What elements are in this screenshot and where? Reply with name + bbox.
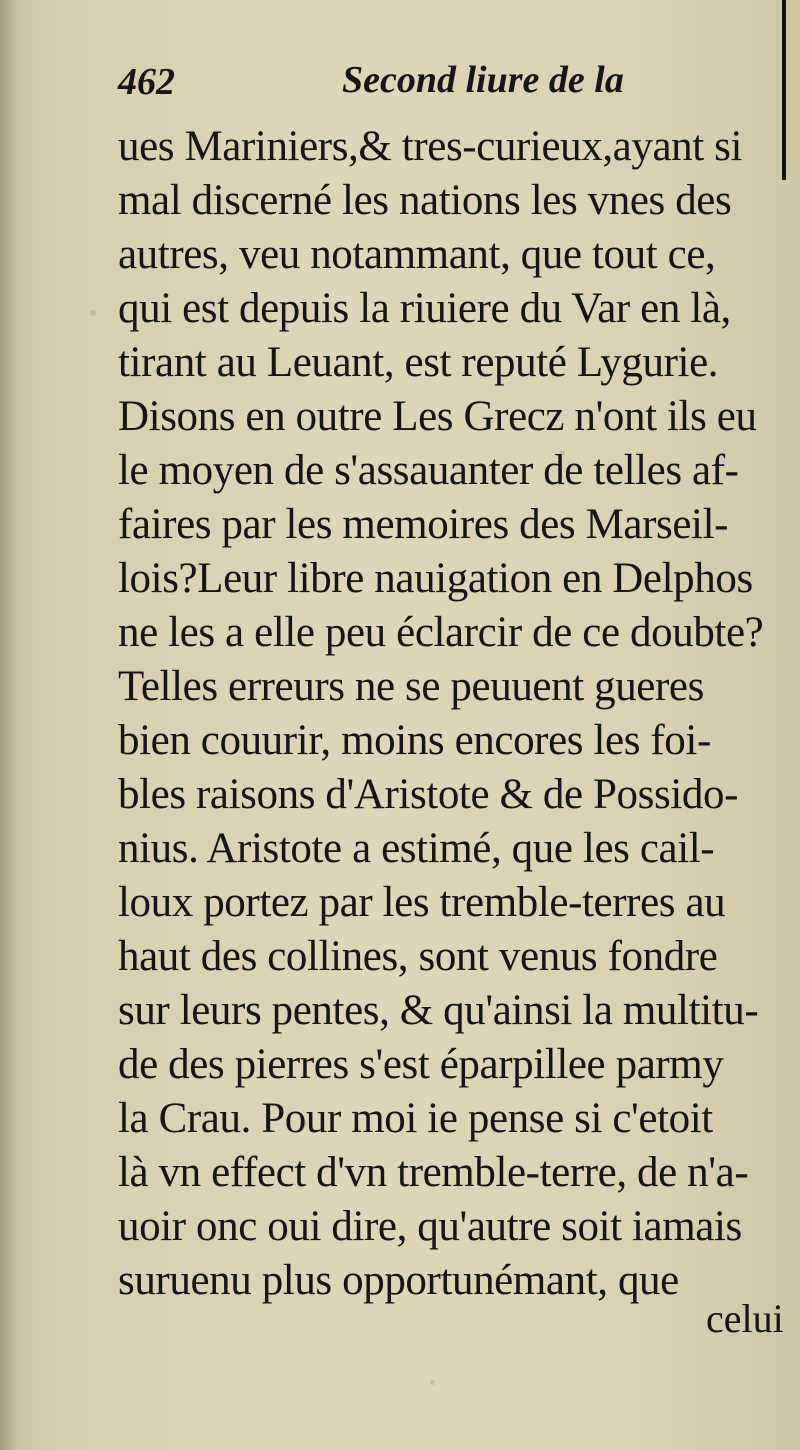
running-title: Second liure de la xyxy=(342,59,624,101)
text-line: ne les a elle peu éclarcir de ce doubte? xyxy=(118,609,764,656)
text-line: faires par les memoires des Marseil- xyxy=(118,501,729,548)
text-line: autres, veu notammant, que tout ce, xyxy=(118,231,716,278)
text-line: ues Mariniers,& tres-curieux,ayant si xyxy=(118,123,743,170)
text-line: bien couurir, moins encores les foi- xyxy=(118,717,711,764)
text-line: de des pierres s'est éparpillee parmy xyxy=(118,1041,724,1088)
spine-shadow xyxy=(0,0,18,1450)
page-edge-mark xyxy=(782,0,786,180)
page-number: 462 xyxy=(118,61,175,103)
text-line: Disons en outre Les Grecz n'ont ils eu xyxy=(118,393,757,440)
text-line: uoir onc oui dire, qu'autre soit iamais xyxy=(118,1203,742,1250)
paper-speck xyxy=(90,310,96,316)
text-line: suruenu plus opportunémant, que xyxy=(118,1257,679,1304)
text-line: tirant au Leuant, est reputé Lygurie. xyxy=(118,339,719,386)
text-line: haut des collines, sont venus fondre xyxy=(118,933,718,980)
catchword: celui xyxy=(706,1296,784,1341)
paper-speck xyxy=(430,1380,435,1385)
text-line: lois?Leur libre nauigation en Delphos xyxy=(118,555,753,602)
text-line: le moyen de s'assauanter de telles af- xyxy=(118,447,739,494)
text-line: Telles erreurs ne se peuuent gueres xyxy=(118,663,704,710)
body-text xyxy=(118,120,778,1308)
text-line: la Crau. Pour moi ie pense si c'etoit xyxy=(118,1095,713,1142)
text-line: là vn effect d'vn tremble-terre, de n'a- xyxy=(118,1149,749,1196)
text-line: loux portez par les tremble-terres au xyxy=(118,879,726,926)
text-line: nius. Aristote a estimé, que les cail- xyxy=(118,825,715,872)
text-line: mal discerné les nations les vnes des xyxy=(118,177,732,224)
text-line: sur leurs pentes, & qu'ainsi la multitu- xyxy=(118,987,759,1034)
text-line: bles raisons d'Aristote & de Possido- xyxy=(118,771,738,818)
text-line: qui est depuis la riuiere du Var en là, xyxy=(118,285,731,332)
